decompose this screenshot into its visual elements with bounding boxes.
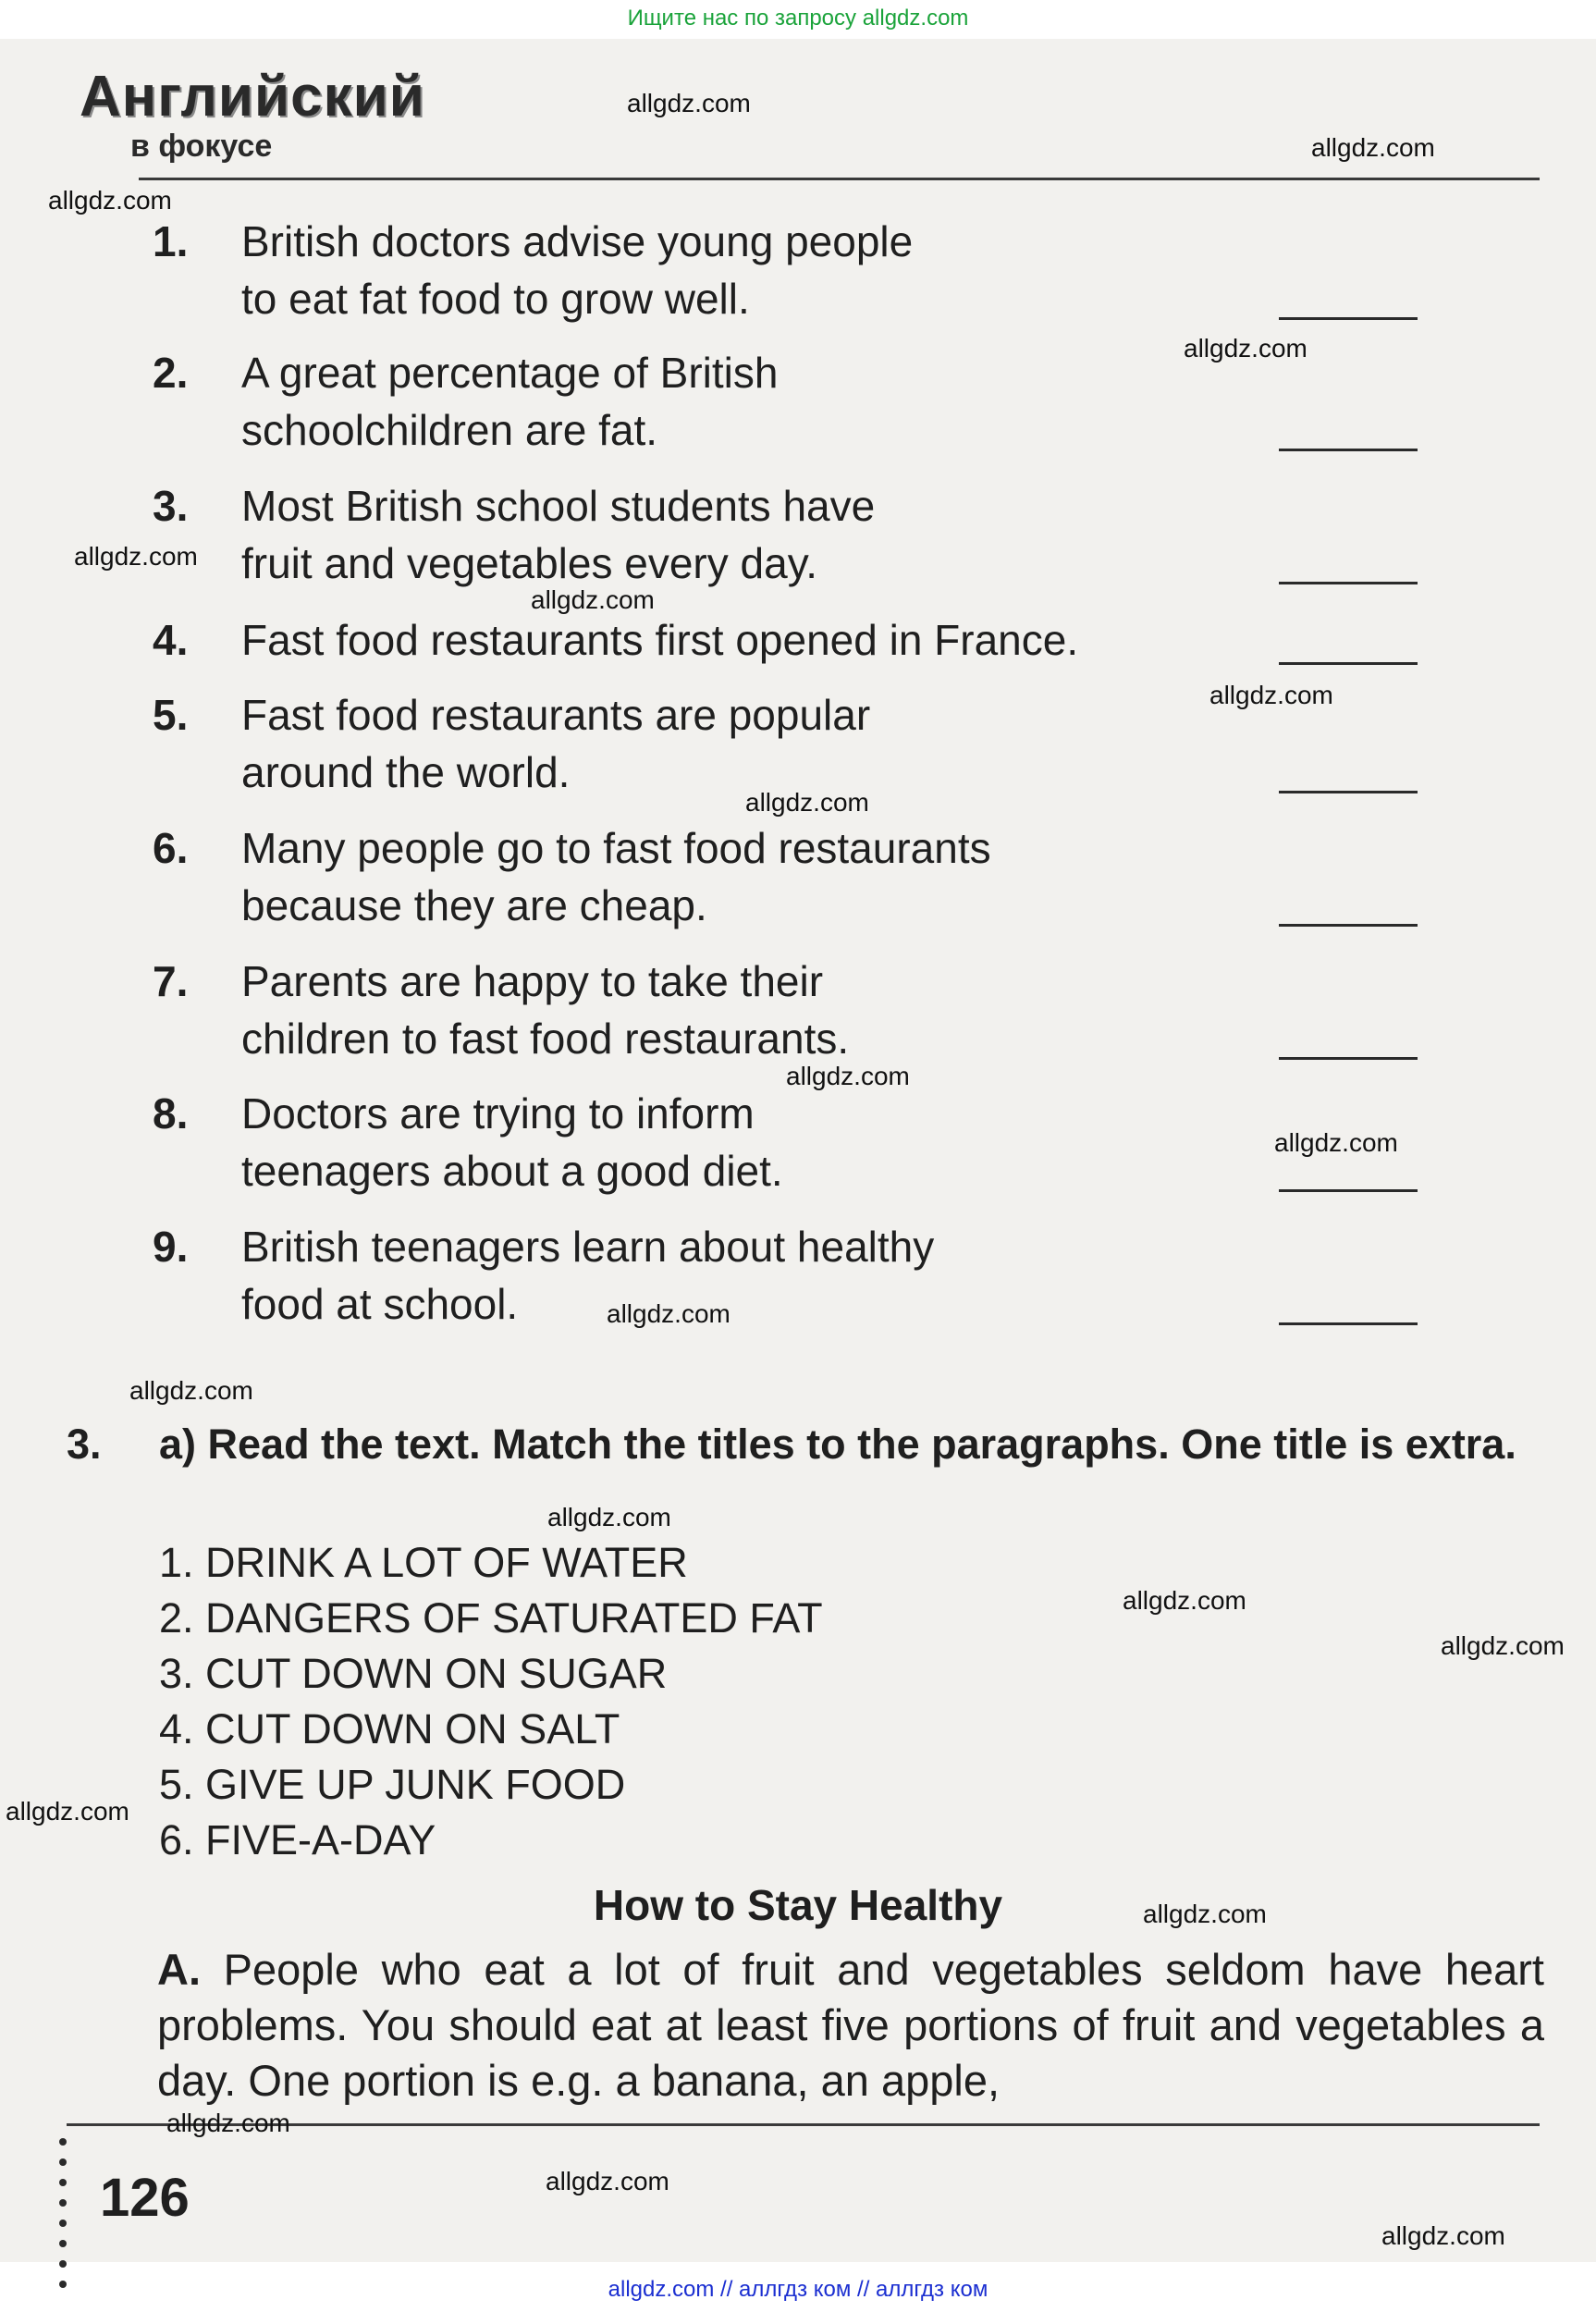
watermark: allgdz.com xyxy=(1311,133,1435,162)
statement-text: Most British school students have fruit and vegetables every day. xyxy=(241,482,876,587)
watermark: allgdz.com xyxy=(1381,2221,1505,2250)
statement-number: 2. xyxy=(153,349,189,397)
statement-text: Parents are happy to take their children to fast food restaurants. xyxy=(241,957,850,1063)
title-option: 3. CUT DOWN ON SUGAR xyxy=(159,1650,668,1697)
title-option: 6. FIVE-A-DAY xyxy=(159,1816,436,1863)
statement-number: 3. xyxy=(153,482,189,530)
watermark: allgdz.com xyxy=(607,1299,730,1328)
paragraph-letter: A. xyxy=(157,1945,201,1994)
statement-number: 7. xyxy=(153,957,189,1005)
watermark: allgdz.com xyxy=(786,1062,910,1090)
statement-number: 6. xyxy=(153,824,189,872)
watermark: allgdz.com xyxy=(1184,334,1307,363)
statement-number: 4. xyxy=(153,616,189,664)
answer-blank[interactable] xyxy=(1279,317,1418,320)
statement-text: Doctors are trying to inform teenagers about a good diet. xyxy=(241,1089,783,1195)
task-instruction: a) Read the text. Match the titles to the paragraphs. One title is extra. xyxy=(159,1420,1516,1468)
reading-text-title: How to Stay Healthy xyxy=(593,1881,1003,1929)
statement-number: 1. xyxy=(153,217,189,265)
paragraph-text: People who eat a lot of fruit and vegetables seldom have heart problems. You should eat at least five portions of fruit and vegetables a day. One portion is e.g. a banana, an apple, xyxy=(157,1945,1544,2105)
statement-text: Fast food restaurants are popular around the world. xyxy=(241,691,871,796)
answer-blank[interactable] xyxy=(1279,791,1418,793)
watermark: allgdz.com xyxy=(129,1376,253,1405)
watermark: allgdz.com xyxy=(48,186,172,215)
watermark: allgdz.com xyxy=(745,788,869,817)
statement-number: 5. xyxy=(153,691,189,739)
watermark: allgdz.com xyxy=(1123,1586,1246,1615)
title-option: 1. DRINK A LOT OF WATER xyxy=(159,1539,688,1586)
answer-blank[interactable] xyxy=(1279,1189,1418,1192)
watermark: allgdz.com xyxy=(1274,1128,1398,1157)
watermark: allgdz.com xyxy=(627,89,751,117)
header-rule xyxy=(139,178,1540,180)
logo-title: Английский xyxy=(80,65,425,129)
paragraph-a xyxy=(157,1942,1544,2109)
title-option: 2. DANGERS OF SATURATED FAT xyxy=(159,1594,823,1642)
watermark: allgdz.com xyxy=(74,542,198,571)
statement-text: Many people go to fast food restaurants because they are cheap. xyxy=(241,824,991,929)
top-banner[interactable]: Ищите нас по запросу allgdz.com xyxy=(627,6,969,31)
statement-text: A great percentage of British schoolchildren are fat. xyxy=(241,349,779,454)
page-number: 126 xyxy=(100,2168,190,2228)
answer-blank[interactable] xyxy=(1279,662,1418,665)
watermark: allgdz.com xyxy=(166,2109,290,2137)
answer-blank[interactable] xyxy=(1279,1322,1418,1325)
watermark: allgdz.com xyxy=(531,585,655,614)
task-number: 3. xyxy=(67,1420,102,1468)
statement-text: Fast food restaurants first opened in France. xyxy=(241,616,1079,664)
answer-blank[interactable] xyxy=(1279,924,1418,927)
answer-blank[interactable] xyxy=(1279,1057,1418,1060)
logo-subtitle: в фокусе xyxy=(130,129,273,164)
titles-list xyxy=(159,1535,823,1868)
title-option: 5. GIVE UP JUNK FOOD xyxy=(159,1761,626,1808)
watermark: allgdz.com xyxy=(1143,1900,1267,1928)
statement-text: British teenagers learn about healthy food at school. xyxy=(241,1223,935,1328)
statement-number: 8. xyxy=(153,1089,189,1138)
statement-text: British doctors advise young people to eat fat food to grow well. xyxy=(241,217,914,323)
statement-number: 9. xyxy=(153,1223,189,1271)
bottom-banner[interactable]: allgdz.com // аллгдз ком // аллгдз ком xyxy=(608,2277,988,2302)
answer-blank[interactable] xyxy=(1279,449,1418,451)
title-option: 4. CUT DOWN ON SALT xyxy=(159,1705,620,1752)
answer-blank[interactable] xyxy=(1279,582,1418,584)
book-logo xyxy=(80,65,425,166)
watermark: allgdz.com xyxy=(6,1797,129,1826)
watermark: allgdz.com xyxy=(547,1503,671,1531)
watermark: allgdz.com xyxy=(1441,1631,1565,1660)
watermark: allgdz.com xyxy=(1209,681,1333,709)
watermark: allgdz.com xyxy=(546,2167,669,2195)
